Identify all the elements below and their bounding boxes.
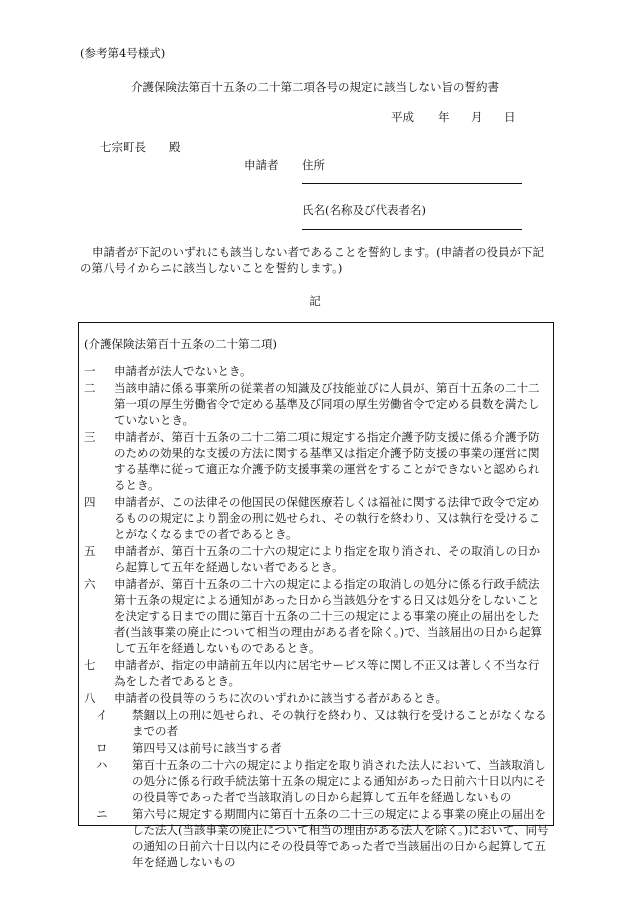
sub-item-number: ハ [96, 758, 108, 772]
list-item [84, 657, 550, 689]
item-number: 二 [84, 381, 96, 395]
list-item [84, 363, 550, 379]
item-number: 八 [84, 691, 96, 705]
sub-item-number: イ [96, 708, 108, 722]
item-text: 申請者が、第百十五条の二十六の規定により指定を取り消され、その取消しの日から起算して五年を経過しない者であるとき。 [114, 544, 541, 574]
conditions-list [84, 363, 550, 871]
sub-item-number: ロ [96, 741, 108, 755]
item-number: 一 [84, 364, 96, 378]
item-text: 申請者の役員等のうちに次のいずれかに該当する者があるとき。 [114, 691, 448, 705]
list-item [84, 380, 550, 428]
sub-item-text: 第百十五条の二十六の規定により指定を取り消された法人において、当該取消しの処分に係る行政手続法第十五条の規定による通知があった日前六十日以内にその役員等であった者で当該取消しの日から起算して五年を経過しないもの [132, 758, 546, 804]
sub-item-number: ニ [96, 807, 108, 821]
sub-list-item [84, 757, 550, 805]
item-text: 申請者が、この法律その他国民の保健医療若しくは福祉に関する法律で政令で定めるものの規定により罰金の刑に処せられ、その執行を終わり、又は執行を受けることがなくなるまでの者であるとき。 [114, 495, 541, 541]
list-item [84, 543, 550, 575]
name-signature-line [302, 229, 522, 230]
list-item [84, 494, 550, 542]
list-item [84, 429, 550, 493]
sub-item-text: 第四号又は前号に該当する者 [132, 741, 282, 755]
applicant-label: 申請者 [244, 158, 279, 172]
list-item [84, 690, 550, 706]
date-month: 月 [471, 110, 483, 124]
sub-list-item [84, 806, 550, 870]
date-day: 日 [504, 110, 516, 124]
document-title: 介護保険法第百十五条の二十第二項各号の規定に該当しない旨の誓約書 [131, 80, 499, 94]
item-text: 申請者が、第百十五条の二十六の規定による指定の取消しの処分に係る行政手続法第十五条の規定による通知があった日から当該処分をする日又は処分をしないことを決定する日までの間に第百十五条の二十三の規定による事業の廃止の届出をした者(当該事業の廃止について相当の理由がある者を除く。)で、当該届出の日から起算して五年を経過しないものであるとき。 [114, 577, 543, 655]
item-number: 三 [84, 430, 96, 444]
item-text: 申請者が、指定の申請前五年以内に居宅サービス等に関し不正又は著しく不当な行為をした者であるとき。 [114, 658, 540, 688]
date-era: 平成 [391, 110, 414, 124]
recipient: 七宗町長 殿 [100, 140, 181, 154]
name-label: 氏名(名称及び代表者名) [302, 203, 426, 217]
sub-item-text: 禁錮以上の刑に処せられ、その執行を終わり、又は執行を受けることがなくなるまでの者 [132, 708, 547, 738]
date-line [391, 109, 516, 125]
item-text: 申請者が法人でないとき。 [114, 364, 252, 378]
date-year: 年 [438, 110, 450, 124]
form-number: (参考第4号様式) [80, 46, 166, 60]
list-item [84, 576, 550, 656]
sub-list-item [84, 707, 550, 739]
oath-statement: 申請者が下記のいずれにも該当しない者であることを誓約します。(申請者の役員が下記の第八号イからニに該当しないことを誓約します。) [80, 245, 545, 275]
item-number: 六 [84, 577, 96, 591]
item-number: 四 [84, 495, 96, 509]
sub-list-item [84, 740, 550, 756]
address-signature-line [302, 183, 522, 184]
sub-item-text: 第六号に規定する期間内に第百十五条の二十三の規定による事業の廃止の届出をした法人(当該事業の廃止について相当の理由がある法人を除く。)において、同号の通知の日前六十日以内にその役員等であった者で当該届出の日から起算して五年を経過しないもの [132, 807, 549, 869]
box-heading: (介護保険法第百十五条の二十第二項) [84, 337, 277, 351]
address-label: 住所 [302, 158, 325, 172]
ki-heading: 記 [309, 294, 321, 308]
item-text: 申請者が、第百十五条の二十二第二項に規定する指定介護予防支援に係る介護予防のための効果的な支援の方法に関する基準又は指定介護予防支援の事業の運営に関する基準に従って適正な介護予防支援事業の運営をすることができないと認められるとき。 [114, 430, 540, 492]
item-number: 五 [84, 544, 96, 558]
item-text: 当該申請に係る事業所の従業者の知識及び技能並びに人員が、第百十五条の二十二第一項の厚生労働省令で定める基準及び同項の厚生労働省令で定める員数を満たしていないとき。 [114, 381, 540, 427]
item-number: 七 [84, 658, 96, 672]
